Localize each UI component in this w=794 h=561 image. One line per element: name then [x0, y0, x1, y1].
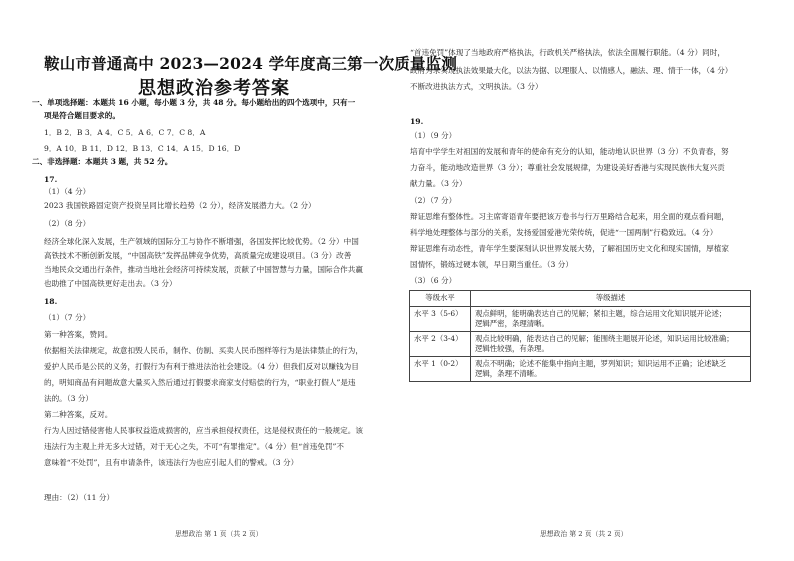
q17-part2-line3: 当地民众交通出行条件，推动当地社会经济可持续发展，贡献了中国智慧与力量，国际合作共赢: [44, 265, 363, 274]
q18-option1-title: 第一种答案，赞同。: [44, 330, 113, 339]
section2-heading: 二、非选择题：本题共 3 题，共 52 分。: [32, 157, 173, 166]
answer-title: 思想政治参考答案: [138, 78, 290, 99]
q18-part1-label: （1）（7 分）: [44, 313, 91, 322]
q18-cont-line2: 政府为求实现执法效果最大化，以法为据、以理服人、以情感人，融法、理、情于一体，（4 分）: [410, 66, 733, 75]
level-cell: 水平 1（0-2）: [410, 357, 471, 382]
q19-part1-line3: 献力量。（3 分）: [410, 179, 467, 188]
description-cell: [471, 332, 751, 357]
q18-option2-line1: 行为人因过错侵害他人民事权益造成损害的，应当承担侵权责任，这是侵权责任的一般规定。该: [44, 426, 363, 435]
grading-table: [409, 290, 751, 382]
q18-part2-label: 理由：（2）（11 分）: [44, 493, 115, 502]
description-line: 逻辑严密，条理清晰。: [475, 319, 549, 328]
q17-number: 17.: [44, 175, 58, 184]
description-line: 观点比较明确，能表达自己的见解；能围绕主题展开论述，知识运用比较准确；: [475, 334, 734, 343]
table-header-row: [410, 291, 751, 307]
q18-option1-line1: 依据相关法律规定，故意扣毁人民币，制作、仿制、买卖人民币图样等行为是法律禁止的行为，: [44, 346, 363, 355]
q17-part2-line1: 经济全球化深入发展，生产领域的国际分工与协作不断增强，各国发挥比较优势。（2 分）中国: [44, 237, 359, 246]
section1-heading: 一、单项选择题：本题共 16 小题，每小题 3 分，共 48 分。每小题给出的四个选项中，只有一: [32, 98, 356, 107]
level-cell: 水平 3（5-6）: [410, 307, 471, 332]
exam-title: 鞍山市普通高中 2023—2024 学年度高三第一次质量监测: [44, 54, 458, 73]
q17-part1-answer: 2023 我国铁路固定资产投资呈同比增长趋势（2 分），经济发展潜力大。（2 分）: [44, 201, 316, 210]
q19-part2-label: （2）（7 分）: [410, 196, 457, 205]
q19-number: 19.: [410, 117, 424, 126]
q18-number: 18.: [44, 297, 58, 306]
q19-part2-line2: 科学地处理整体与部分的关系，发扬爱国爱港光荣传统，促进“一国两制”行稳致远。（4 分）: [410, 228, 718, 237]
q19-part2-line1: 辩证思维有整体性。习主席寄语青年要把该万卷书与行万里路结合起来，用全面的观点看问题，: [410, 212, 729, 221]
answer-row-1: 1．B 2．B 3．A 4．C 5．A 6．C 7．C 8．A: [44, 128, 206, 137]
description-line: 逻辑，条理不清晰。: [475, 369, 542, 378]
description-line: 逻辑性较强，有条理。: [475, 344, 549, 353]
q17-part2-line2: 高铁技术不断创新发展，“中国高铁”发挥品牌竞争优势，高质量完成建设项目。（3 分）改善: [44, 251, 352, 260]
q18-cont-line1: “首违免罚”体现了当地政府严格执法，行政机关严格执法，依法全面履行职能。（4 分）同时，: [410, 48, 725, 57]
q19-part2-line4: 国情怀，锻练过硬本领，早日期当重任。（3 分）: [410, 260, 573, 269]
footer-page-2: 思想政治 第 2 页（共 2 页）: [540, 530, 628, 538]
footer-page-1: 思想政治 第 1 页（共 2 页）: [175, 530, 263, 538]
section1-heading-cont: 项是符合题目要求的。: [44, 111, 120, 120]
table-row: [410, 332, 751, 357]
q19-part3-label: （3）（6 分）: [410, 276, 457, 285]
table-row: [410, 357, 751, 382]
table-header-level: 等级水平: [410, 291, 471, 307]
q18-option2-line2: 违法行为主观上并无多大过错，对于无心之失，不可“有罪推定”。（4 分）但“首违免罚”不: [44, 442, 344, 451]
table-header-description: 等级描述: [471, 291, 751, 307]
q17-part1-label: （1）（4 分）: [44, 187, 91, 196]
q18-option1-line2: 爱护人民币是公民的义务，打假行为有利于推进法治社会建设。（4 分）但我们反对以赚钱为目: [44, 362, 359, 371]
description-line: 观点不明确；论述不能集中指向主题，罗列知识；知识运用不正确；论述缺乏: [475, 359, 727, 368]
q18-option2-title: 第二种答案，反对。: [44, 410, 113, 419]
q17-part2-line4: 也助推了中国高铁更好走出去。（3 分）: [44, 279, 177, 288]
q17-part2-label: （2）（8 分）: [44, 219, 91, 228]
level-cell: 水平 2（3-4）: [410, 332, 471, 357]
q19-part2-line3: 辩证思维有动态性，青年学生要深刻认识世界发展大势，了解祖国历史文化和现实国情，厚植家: [410, 244, 729, 253]
description-cell: [471, 307, 751, 332]
description-cell: [471, 357, 751, 382]
description-line: 观点鲜明，能明确表达自己的见解；紧扣主题，综合运用文化知识展开论述；: [475, 309, 727, 318]
q19-part1-label: （1）（9 分）: [410, 131, 457, 140]
q19-part1-line1: 培育中学学生对祖国的发展和青年的使命有充分的认知，能动地认识世界（3 分）不负青春，努: [410, 147, 729, 156]
q19-part1-line2: 力奋斗，能动地改造世界（3 分）；尊重社会发展规律，为建设美好香港与实现民族伟大复兴贡: [410, 163, 725, 172]
q18-cont-line3: 不断改进执法方式，文明执法。（3 分）: [410, 82, 543, 91]
answer-row-2: 9．A 10．B 11．D 12．B 13．C 14．A 15．D 16．D: [44, 144, 241, 153]
table-row: [410, 307, 751, 332]
q18-option2-line3: 意味着“不处罚”，且有申请条件，该违法行为也应引起人们的警戒。（3 分）: [44, 458, 299, 467]
q18-option1-line4: 法的。（3 分）: [44, 394, 94, 403]
q18-option1-line3: 的，明知商品有问题故意大量买入然后通过打假要求商家支付赔偿的行为，“职业打假人”是违: [44, 378, 356, 387]
